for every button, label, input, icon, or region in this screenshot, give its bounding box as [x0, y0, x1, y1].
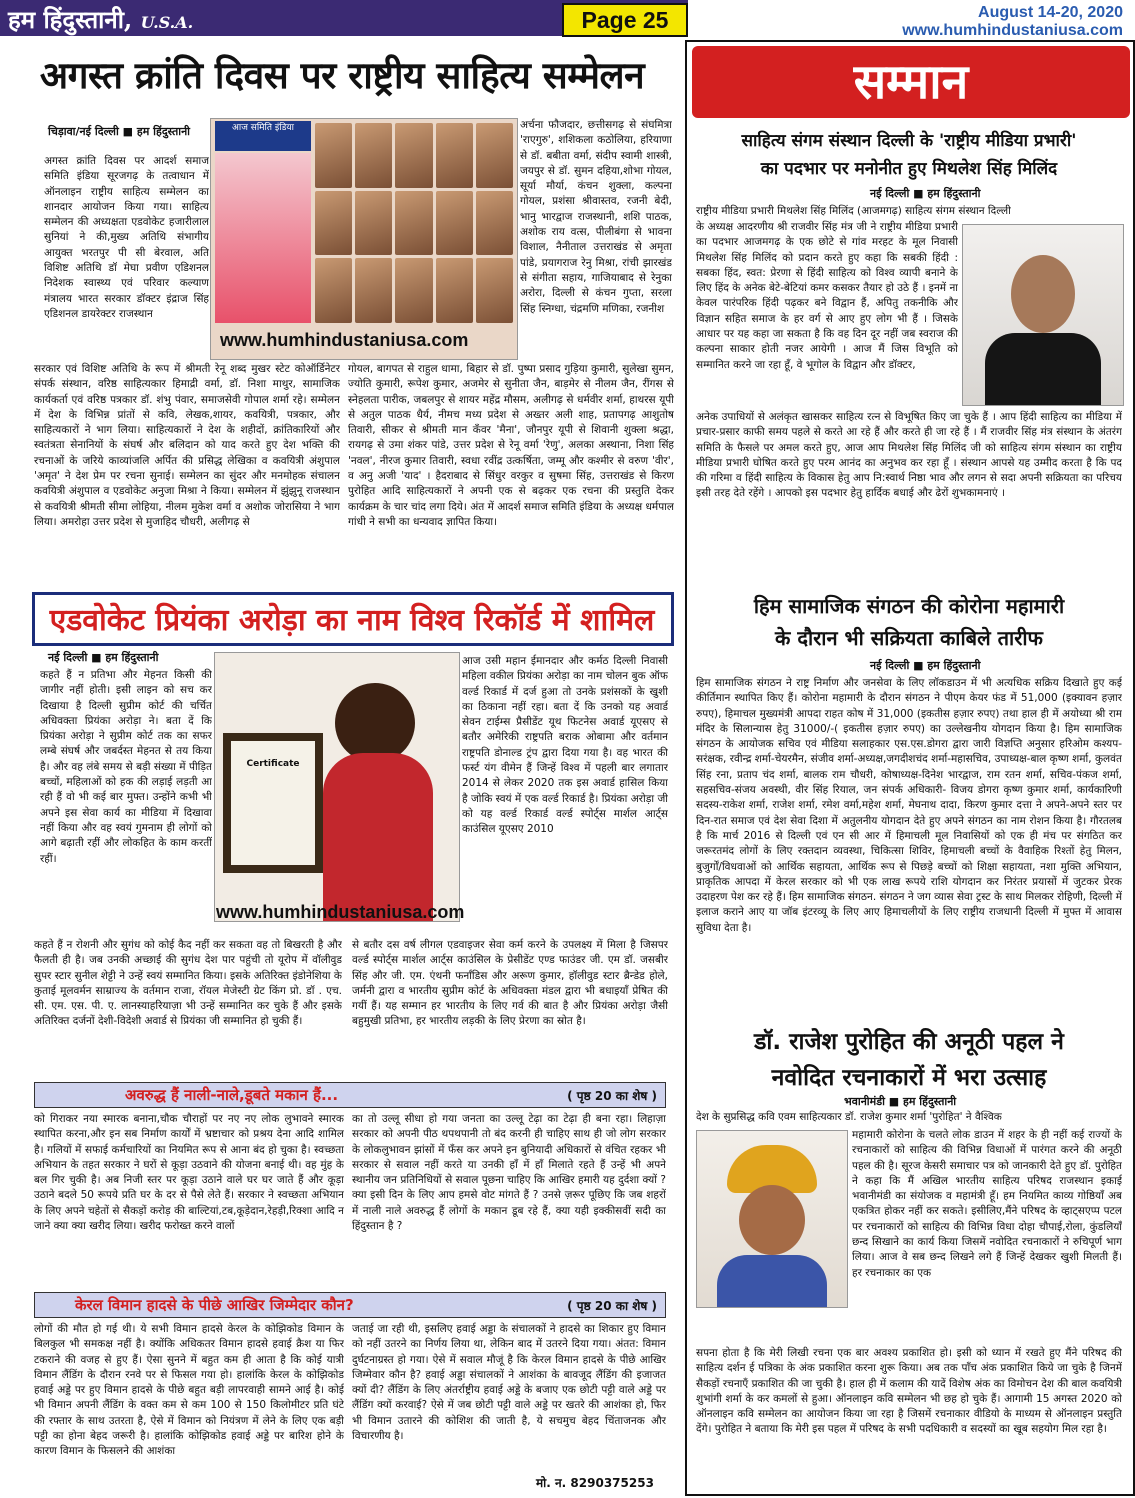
r3-wide: सपना होता है कि मेरी लिखी रचना एक बार अवश्य प्रकाशित हो। इसी को ध्यान में रखते हुए मैंने परिषद की साहित्य दर्शन ई पत्रिका के अंक प्रकाशित करना शुरू किया। अब तक पाँच अंक प्रकाशित किये जा चुके है जिनमें सैकड़ों रचनाएँ प्रकाशित की जा चुकी है। हाल ही में कलाम की यादें विशेष अंक का विमोचन देश की बाल कवयित्री शुभांगी शर्मा के कर कमलों से हुआ। ऑनलाइन कवि सम्मेलन भी छह हो चुके हैं। आगामी 15 अगस्त 2020 को ऑनलाइन कवि सम्मेलन का आयोजन किया जा रहा है जिसमें रचनाकार वीडियो के माध्यम से ऑनलाइन प्रस्तुति देंगे। पुरोहित ने बताया कि मेरी इस पहल में परिषद के सभी पदधिकारी व सदस्यों का खूब सहयोग मिल रहा है।	[696, 1347, 1122, 1436]
r3-headline-a: डॉ. राजेश पुरोहित की अनूठी पहल ने	[754, 1029, 1064, 1055]
samman-banner: सम्मान	[692, 46, 1130, 118]
article1-wide-right: गोयल, बागपत से राहुल धामा, बिहार से डॉ. पुष्पा प्रसाद गुड़िया कुमारी, सुलेखा सुमन, ज्योति कुमारी, रूपेश कुमार, अजमेर से सुनीता जैन, बाड़मेर से नीलम जैन, रींगस से स्नेहलता पारीक, जबलपुर से शायर महेंद्र मौसम, अलीगढ़ से धर्मवीर शर्मा, हाथरस यूपी से अतुल पाठक धैर्य, नीमच मध्य प्रदेश से अख्तर अली शाह, प्रतापगढ़ आशुतोष तिवारी, सीकर से श्रीमती मान कँवर 'मैना', जौनपुर यूपी से शिवानी शुक्ला श्रद्धा, रायगढ़ से उमा शंकर पांडे, उत्तर प्रदेश से रेनू वर्मा 'रेणु', अलका अस्थाना, निशा सिंह 'नवल', नीरज कुमार तिवारी, स्वधा रवींद्र उत्कर्षिता, जम्मू और कश्मीर से वरुण 'वीर', व अनु अजी 'याद' । हैदराबाद से सिंधुर वरकुर व सुषमा सिंह, उत्तराखंड से किरण पुरोहित आदि साहित्यकारों ने अपनी एक से बढ़कर एक रचना की प्रस्तुति देकर कार्यक्रम के चार चांद लगा दिये। अंत में आदर्श समाज समिति इंडिया के अध्यक्ष धर्मपाल गांधी ने सभी का धन्यवाद ज्ञापित किया।	[348, 363, 674, 528]
r2-dateline: नई दिल्ली ■ हम हिंदुस्तानी	[870, 659, 981, 672]
continued-text-1-left: को गिराकर नया स्मारक बनाना,चौक चौराहों पर नए नए लोक लुभावने स्मारक स्थापित करना,और इन सब निर्माण कार्यों में भ्रष्टाचार को प्रश्रय देना आदि शामिल है। गलियों में सफाई कर्मचारियों का नियमित रूप से आना बंद हो चुका है। स्वच्छता अभियान के तहत सरकार ने घरों से कूड़ा उठवाने की योजना बनाई थी। वह मुंह के बल गिर चुकी है। अब निजी स्तर पर कूड़ा उठाने वाले घर घर जाते हैं और कूड़ा उठाने बदले 50 रूपये प्रति घर के दर से पैसे लेते हैं। सरकार ने स्वच्छता अभियान के लिए अपने चहेतों से सैकड़ों करोड़ की बाल्टियां,टब,कूड़ेदान,रेहड़ी,रिक्शा आदि न जाने क्या क्या खरीद लिया। खरीद फरोख्त करने वालों	[34, 1113, 344, 1233]
page-number: Page 25	[562, 3, 688, 37]
continued-bar-2	[34, 1292, 666, 1318]
r2-headline-b: के दौरान भी सक्रियता काबिले तारीफ	[775, 626, 1043, 650]
dateline-article1: चिड़ावा/नई दिल्ली ■ हम हिंदुस्तानी	[48, 125, 191, 138]
mithlesh-photo	[962, 224, 1124, 406]
person-hair	[335, 683, 415, 763]
url-article1: www.humhindustaniusa.com	[220, 330, 469, 350]
continued-bar-1	[34, 1082, 666, 1108]
r1-dateline: नई दिल्ली ■ हम हिंदुस्तानी	[870, 187, 981, 200]
r2-body: हिम सामाजिक संगठन ने राष्ट्र निर्माण और जनसेवा के लिए लॉकडाउन में भी अत्यधिक सक्रिय दिखाते हुए कई कीर्तिमान स्थापित किए हैं। कोरोना महामारी के दौरान संगठन ने पीएम केयर फंड में 51,000 (इक्यावन हज़ार रुपए), हिमाचल मुख्यमंत्री आपदा राहत कोष में 31,000 (इकतीस हज़ार रुपए) तथा हाल ही में अयोध्या श्री राम मंदिर के सिलान्यास हेतु 31000/-( इकतीस हज़ार रुपए) का उल्लेखनीय योगदान किया है। हिम सामाजिक संगठन के आयोजक सचिव एवं मीडिया सलाहकार एस.एस.डोगरा द्वारा जारी विज्ञप्ति अनुसार हरिओम कश्यप-सरंक्षक, रवीन्द्र शर्मा-चेयरमैन, संजीव शर्मा-अध्यक्ष,जगदीशचंद शर्मा-महासचिव, उपाध्यक्ष-बाल कृष्ण शर्मा, कुलवंत सिंह रना, प्रताप चंद शर्मा, बालक राम चौधरी, कोषाध्यक्ष-दिनेश भारद्वाज, राम रतन शर्मा, सचिव-पंकज शर्मा, सहसचिव-संजय अवस्थी, वीर सिंह रियाल, जन संपर्क अधिकारी- विजय डोगरा कृष्ण कुमार शर्मा, कार्यकारिणी सदस्य-राकेश शर्मा, राजेश शर्मा, रमेश वर्मा,महेश शर्मा, मेघनाथ दादा, किरण कुमार दत्ता ने अपने-अपने स्तर पर दिन-रात समाज एवं देश सेवा दिशा में अतुलनीय योगदान देते हुए अपने संगठन का नाम रोशन किया है। गौरतलब है कि मार्च 2016 से दिल्ली एवं एन सी आर में हिमाचली मूल निवासियों को एक ही मंच पर संगठित कर जरूरतमंद लोगों के लिए रक्तदान व्यवस्था, चिकित्सा शिविर, हिमाचली बच्चों के वैवाहिक रिश्तों हेतु मिलन, बुजुर्गों/विधवाओं को आर्थिक सहायता, आर्थिक रूप से पिछड़े बच्चों को शिक्षा सहायता, नशा मुक्ति अभियान, प्राकृतिक आपदा में केरल सरकार को भी एक लाख रूपये राशि योगदान कर निरंतर प्रयासों में जुटकर प्रेरक उदाहरण पेश कर रहे हैं। हिम सामाजिक संगठन. संगठन ने जग व्यास सेवा ट्रस्ट के साथ मिलकर रोहिणी, दिल्ली में इलाज कराने आए या जॉब इंटरव्यू के लिए आए हिमाचलीयों के लिए राष्ट्रीय राजधानी दिल्ली में मुफ्त में आवास सुविधा देता है।	[696, 677, 1122, 934]
continued-ref-1: ( पृष्ठ 20 का शेष )	[567, 1089, 657, 1103]
collage-label: आज समिति इंडिया	[215, 121, 311, 151]
article1-col3: अर्चना फौजदार, छत्तीसगढ़ से संघमित्रा 'राएगुरु', शशिकला कठोलिया, हरियाणा से डॉ. बबीता वर्मा, संदीप स्वामी शास्त्री, जयपुर से डॉ. सुमन दहिया,शोभा गोयल, सूर्या मौर्या, कंचन शुक्ला, कल्पना गोयल, प्रशंसा श्रीवास्तव, रजनी बेदी, भानु भारद्वाज राजस्थानी, शशि पाठक, अशोक राय वत्स, पीलीबंगा से भावना विशाल, नैनीताल उत्तराखंड से अमृता पांडे, प्रयागराज रेनु मिश्रा, रांची झारखंड से संगीता सहाय, गाजियाबाद से रेनुका अरोरा, दिल्ली से कंचन गुप्ता, सरला सिंह स्निग्धा, चंद्रमणि मणिका, रजनीश	[520, 119, 672, 315]
publication-name: हम हिंदुस्तानी, U.S.A.	[8, 5, 194, 34]
r1-column: के अध्यक्ष आदरणीय श्री राजवीर सिंह मंत्र जी ने राष्ट्रीय मीडिया प्रभारी का पदभार आजमगढ़ के एक छोटे से गांव मरहट के मूल निवासी मिथलेश सिंह मिलिंद को प्रदान करते हुए कहा कि सबकी हिंदी : सबका हिंद, स्वत: प्रेरणा से हिंदी साहित्य को विश्व व्यापी बनाने के लिए हिंद के अनेक बेटे-बेटियां कमर कसकर तैयार हो उठे हैं । इनमें ना केवल पारंपरिक हिंदी पढ़कर बने विद्वान हैं, अपितु तकनीकि और विज्ञान सहित समाज के हर वर्ग से आए हुए लोग भी हैं । जिसके आधार पर यह कहा जा सकता है कि वह दिन दूर नहीं जब स्वराज की कल्पना साकार होती नजर आयेगी । आज मैं जिस विभूति को सम्मानित करने जा रहा हूँ, वे भूगोल के विद्वान और डॉक्टर,	[696, 221, 958, 371]
r3-column: महामारी कोरोना के चलते लोक डाउन में शहर के ही नहीं कई राज्यों के रचनाकारों को साहित्य की विभिन्न विधाओं में पारंगत करने की अनूठी पहल की है। सूरज केसरी समाचार पत्र को जानकारी देते हुए डॉ. पुरोहित ने कहा कि मैं अखिल भारतीय साहित्य परिषद राजस्थान इकाई भवानीमंडी का संयोजक व महामंत्री हूँ। हम नियमित काव्य गोष्ठियाँ अब एकत्रित होकर नहीं कर सकते। इसीलिए,मैंने परिषद के व्हाट्सएप्प पटल पर रचनाकारों को साहित्य की विभिन्न विधा दोहा चौपाई,रोला, कुंडलियाँ छन्द सिखाने का कार्य किया जिसमें नवोदित रचनाकारों ने रुचिपूर्ण भाग लिया। आज वे सब छन्द लिखने लगे हैं जिन्हें देखकर खुशी मिलती हैं। हर रचनाकार का एक	[852, 1129, 1122, 1279]
r1-intro: राष्ट्रीय मीडिया प्रभारी मिथलेश सिंह मिलिंद (आजमगढ़) साहित्य संगम संस्थान दिल्ली	[696, 205, 1011, 217]
article2-col-right: आज उसी महान ईमानदार और कर्मठ दिल्ली निवासी महिला वकील प्रियंका अरोड़ा का नाम चोलन बुक ऑफ वर्ल्ड रिकार्ड में दर्ज हुआ तो उनके प्रशंसकों के खुशी का ठिकाना नहीं रहा। बता दें कि उनको यह अवार्ड सेवन टाईम्स प्रैसीडेंट यूथ फिटनेस अवार्ड यूएसए से बतौर अमेरिकी राष्ट्रपति बराक ओबामा और वर्तमान राष्ट्रपति डोनाल्ड ट्रंप द्वारा दिया गया है। वह भारत की फर्स्ट यंग वीमेन हैं जिन्हें विश्व में पहली बार लगातार 2014 से लेकर 2020 तक इस अवार्ड हासिल किया है जोकि स्वयं में एक वर्ल्ड रिकार्ड है। प्रियंका अरोड़ा जी को यह वर्ल्ड रिकार्ड वर्ल्ड स्पोर्ट्स मार्शल आर्ट्स काउंसिल यूएसए 2010	[462, 655, 668, 836]
r1-headline-a: साहित्य संगम संस्थान दिल्ली के 'राष्ट्रीय मीडिया प्रभारी'	[741, 131, 1077, 151]
r1-wide: अनेक उपाधियों से अलंकृत खासकर साहित्य रत्न से विभूषित किए जा चुके हैं । आप हिंदी साहित्य का मीडिया में प्रचार-प्रसार काफी समय पहले से करते आ रहे हैं और करते ही जा रहे हैं । मैं राजवीर सिंह मंत्र संस्थान के अंतरंग समिति के फैसले पर अमल करते हुए, आज आप मिथलेश सिंह मिलिंद जी को साहित्य संगम संस्थान का राष्ट्रीय मीडिया प्रभारी घोषित करते हुए परम आनंद का अनुभव कर रहा हूँ । संस्थान आपसे यह उम्मीद करता है कि पद की गरिमा व हिंदी साहित्य के विकास हेतु आप नि:स्वार्थ निष्ठा भाव और लगन से सदा अपनी सक्रियता का परिचय इसी तरह देते रहेंगे । आपको इस पदभार हेतु हार्दिक बधाई और ढेरों शुभकामनाएं ।	[696, 411, 1122, 500]
website-link[interactable]: www.humhindustaniusa.com	[902, 22, 1123, 39]
collage-portrait	[215, 153, 311, 323]
url-article2: www.humhindustaniusa.com	[216, 902, 465, 922]
article1-col1: अगस्त क्रांति दिवस पर आदर्श समाज समिति इंडिया सूरजगढ़ के तत्वाधान में ऑनलाइन राष्ट्रीय साहित्य सम्मेलन का शानदार आयोजन किया गया। साहित्य सम्मेलन की अध्यक्षता एडवोकेट हजारीलाल सुनियां ने की,मुख्य अतिथि संभागीय आयुक्त भरतपुर पी सी बेरवाल, अति विशिष्ट अतिथि डॉ मेघा प्रवीण एडिशनल निदेशक स्वास्थ्य एवं परिवार कल्याण मंत्रालय भारत सरकार डॉक्टर इंद्राज सिंह एडिशनल डायरेक्टर राजस्थान	[44, 155, 209, 320]
article2-col-left: कहते हैं न प्रतिभा और मेहनत किसी की जागीर नहीं होती। इसी लाइन को सच कर दिखाया है दिल्ली सुप्रीम कोर्ट की चर्चित अधिवक्ता प्रियंका अरोड़ा ने। बता दें कि प्रियंका अरोड़ा ने सुप्रीम कोर्ट तक का सफर लम्बे संघर्ष और जबर्दस्त मेहनत से तय किया है। और वह लंबे समय से बड़ी संख्या में पीड़ित बच्चों, महिलाओं को हक की लड़ाई लड़ती आ रही हैं वो भी कई बार मुफ्त। उन्होंने कभी भी अपने इस सेवा कार्य का मीडिया में दिखावा नहीं किया और वह स्वयं गुमनाम ही लोगों को आगे बढ़ाती रहीं और लोकहित के काम करतीं रहीं।	[40, 669, 212, 865]
continued-text-2-left: लोगों की मौत हो गई थी। ये सभी विमान हादसे केरल के कोझिकोड विमान के बिलकुल भी समकक्ष नहीं है। क्योंकि अधिकतर विमान हादसे हवाई क्रैश या फिर टकराने की वजह से हुए हैं। ऐसा सुनने में बहुत कम ही आता है कि कोई यात्री विमान लैंडिंग के दौरान रनवे पर से फिसल गया हो। हालांकि केरल के कोझिकोड हवाई अड्डे पर हुए विमान हादसे के पीछे बहुत बड़ी लापरवाही सामने आई है। कोई भी विमान अपनी लैंडिंग के वक्त कम से कम 100 से 150 किलोमीटर प्रति घंटे की रफ्तार के साथ उतरता है, ऐसे में विमान को नियंत्रण में लेने के लिए एक बड़ी पट्टी का होना बेहद जरूरी है। हालांकि कोझिकोड हवाई अड्डे पर बारिश होने के कारण विमान के फिसलने की आशंका	[34, 1323, 344, 1458]
contact-number: मो. न. 8290375253	[536, 1476, 654, 1490]
article1-wide-left: सरकार एवं विशिष्ट अतिथि के रूप में श्रीमती रेनू शब्द मुखर स्टेट कोऑर्डिनेटर संपर्क संस्थान, वरिष्ठ साहित्यकार हिमाद्री वर्मा, डॉ. निशा माथुर, सामाजिक कार्यकर्ता एवं वरिष्ठ पत्रकार डॉ. शंभु पंवार, समाजसेवी गोपाल शर्मा रहे। सम्मेलन में देश के विभिन्न प्रांतों से कवि, लेखक,शायर, कवयित्री, पत्रकार, और साहित्यकारों ने भाग लिया। साहित्यकारों ने देश के शहीदों, क्रांतिकारियों और स्वतंत्रता सेनानियों के संघर्ष और बलिदान को याद करते हुए देश भक्ति की रचनाओं के जरिये काव्यांजलि अर्पित की प्रसिद्ध लेखिका व कवयित्री अंशुपाल 'अमृत' ने देश प्रेम पर रचना सुनाई। सम्मेलन का सुंदर और मनमोहक संचालन कवयित्री अंशुपाल व एडवोकेट अनुजा मिश्रा ने किया। सम्मेलन में झुंझुनू राजस्थान से कवयित्री श्रीमती सीमा लोहिया, नीलम मुकेश वर्मा व अशोक जोरासिया ने भाग लिया। अमरोहा उत्तर प्रदेश से मुजाहिद चौधरी, अलीगढ़ से	[34, 363, 340, 528]
person-figure	[323, 753, 433, 922]
collage-grid	[315, 123, 513, 323]
certificate-frame	[223, 733, 323, 873]
headline-article2: एडवोकेट प्रियंका अरोड़ा का नाम विश्व रिकॉर्ड में शामिल	[49, 603, 655, 638]
r3-intro: देश के सुप्रसिद्ध कवि एवम साहित्यकार डॉ. राजेश कुमार शर्मा 'पुरोहित' ने वैश्विक	[696, 1111, 1002, 1123]
article2-bottom-right: से बतौर दस वर्ष लीगल एडवाइजर सेवा कर्म करने के उपलक्ष्य में मिला है जिसपर वर्ल्ड स्पोर्ट्स मार्शल आर्ट्स काउंसिल के प्रेसीडेंट एण्ड फाउंडर जी. एम डॉ. जसबीर सिंह और जी. एम. एंथनी फर्नांडिस और अरूण कुमार, हॉलीवुड स्टार ब्रैन्डेड होले, जर्मनी द्वारा व भारतीय सुप्रीम कोर्ट के अधिवक्ता मंडल द्वारा भी बधाइयाँ प्रेषित की गयीं हैं। यह सम्मान हर भारतीय के लिए गर्व की बात है और प्रियंका अरोड़ा जैसी बहुमुखी प्रतिभा, हर भारतीय लड़की के लिए प्रेरणा का स्रोत है।	[352, 939, 668, 1028]
continued-text-1-right: का तो उल्लू सीधा हो गया जनता का उल्लू टेढ़ा का टेढ़ा ही बना रहा। लिहाज़ा सरकार को अपनी पीठ थपथपानी तो बंद करनी ही चाहिए साथ ही जो लोग सरकार के लोकलुभावन झांसों में फँस कर अपने इन बुनियादी अधिकारों से वंचित रहकर भी सरकार से सवाल नहीं करते या उनकी हाँ में हाँ मिलाते रहते हैं उन्हें भी अपने स्थानीय जन प्रतिनिधियों से सवाल पूछना चाहिए कि आखिर हमारी यह दुर्दशा क्यों ?क्या इसी दिन के लिए आप हमसे वोट मांगते हैं ? उनसे ज़रूर पूछिए कि जब शहरों में नाली नाले अवरुद्ध हैं लोगों के मकान डूब रहे हैं, क्या यही इक्कीसवीं सदी का हिंदुस्तान है ?	[352, 1113, 666, 1233]
continued-title-2: केरल विमान हादसे के पीछे आखिर जिम्मेदार कौन?	[75, 1296, 354, 1314]
r2-headline-a: हिम सामाजिक संगठन की कोरोना महामारी	[753, 594, 1065, 618]
photo-jacket	[985, 333, 1101, 405]
continued-title-1: अवरुद्ध हैं नाली-नाले,डूबते मकान हैं...	[125, 1086, 339, 1104]
r3-headline-b: नवोदित रचनाकारों में भरा उत्साह	[771, 1065, 1047, 1091]
headline-article1: अगस्त क्रांति दिवस पर राष्ट्रीय साहित्य सम्मेलन	[39, 54, 645, 97]
rajesh-photo	[696, 1130, 848, 1308]
r3-dateline: भवानीमंडी ■ हम हिंदुस्तानी	[844, 1095, 957, 1108]
certificate-label: Certificate	[231, 741, 315, 865]
continued-ref-2: ( पृष्ठ 20 का शेष )	[567, 1299, 657, 1313]
issue-date: August 14-20, 2020	[978, 4, 1123, 21]
collage-photo	[210, 118, 518, 360]
photo-face	[1011, 255, 1075, 333]
advocate-photo	[214, 652, 460, 922]
continued-text-2-right: जताई जा रही थी, इसलिए हवाई अड्डा के संचालकों ने हादसे का शिकार हुए विमान को नहीं उतरने का निर्णय लिया था, लेकिन बाद में उतरने दिया गया। अंतत: विमान दुर्घटनाग्रस्त हो गया। ऐसे में सवाल मौजूं है कि केरल विमान हादसे के पीछे आखिर जिम्मेवार कौन है? हवाई अड्डा संचालकों ने आशंका के बावजूद लैंडिंग की इजाजत क्यों दी? लैंडिंग के लिए अंतर्राष्ट्रीय हवाई अड्डे के बजाए एक छोटी पट्टी वाले अड्डे पर लैंडिंग क्यों करवाई? ऐसे में जब छोटी पट्टी वाले अड्डे पर खतरे की आशंका हो, फिर भी विमान उतारने की कोशिश की जाती है, ये सचमुच बेहद चिंताजनक और विचारणीय है।	[352, 1323, 666, 1443]
article2-bottom-left: कहते हैं न रोशनी और सुगंध को कोई कैद नहीं कर सकता वह तो बिखरती है और फैलती ही है। जब उनकी अच्छाई की सुगंध देश पार पहुंची तो यूरोप में वॉलीवुड सुपर स्टार सुनील शेट्टी ने उन्हें स्वयं सम्मानित किया। इसके अतिरिक्त इंडोनेशिया के कुताई मूलवर्मन साम्राज्य के वर्तमान राजा, रॉयल मेजेस्टी ग्रेट किंग प्रो. डॉ . एच. सी. एम. एस. पी. ए. लानस्याहरियाज़ा भी उन्हें सम्मानित कर चुके हैं और इसके अतिरिक्त दर्जनों देशी-विदेशी अवार्ड से प्रियंका जी सम्मानित हो चुकी हैं।	[34, 939, 342, 1028]
photo-shirt	[717, 1255, 827, 1307]
dateline-article2: नई दिल्ली ■ हम हिंदुस्तानी	[48, 651, 159, 664]
r1-headline-b: का पदभार पर मनोनीत हुए मिथलेश सिंह मिलिंद	[760, 159, 1058, 179]
photo-face-2	[739, 1185, 805, 1255]
